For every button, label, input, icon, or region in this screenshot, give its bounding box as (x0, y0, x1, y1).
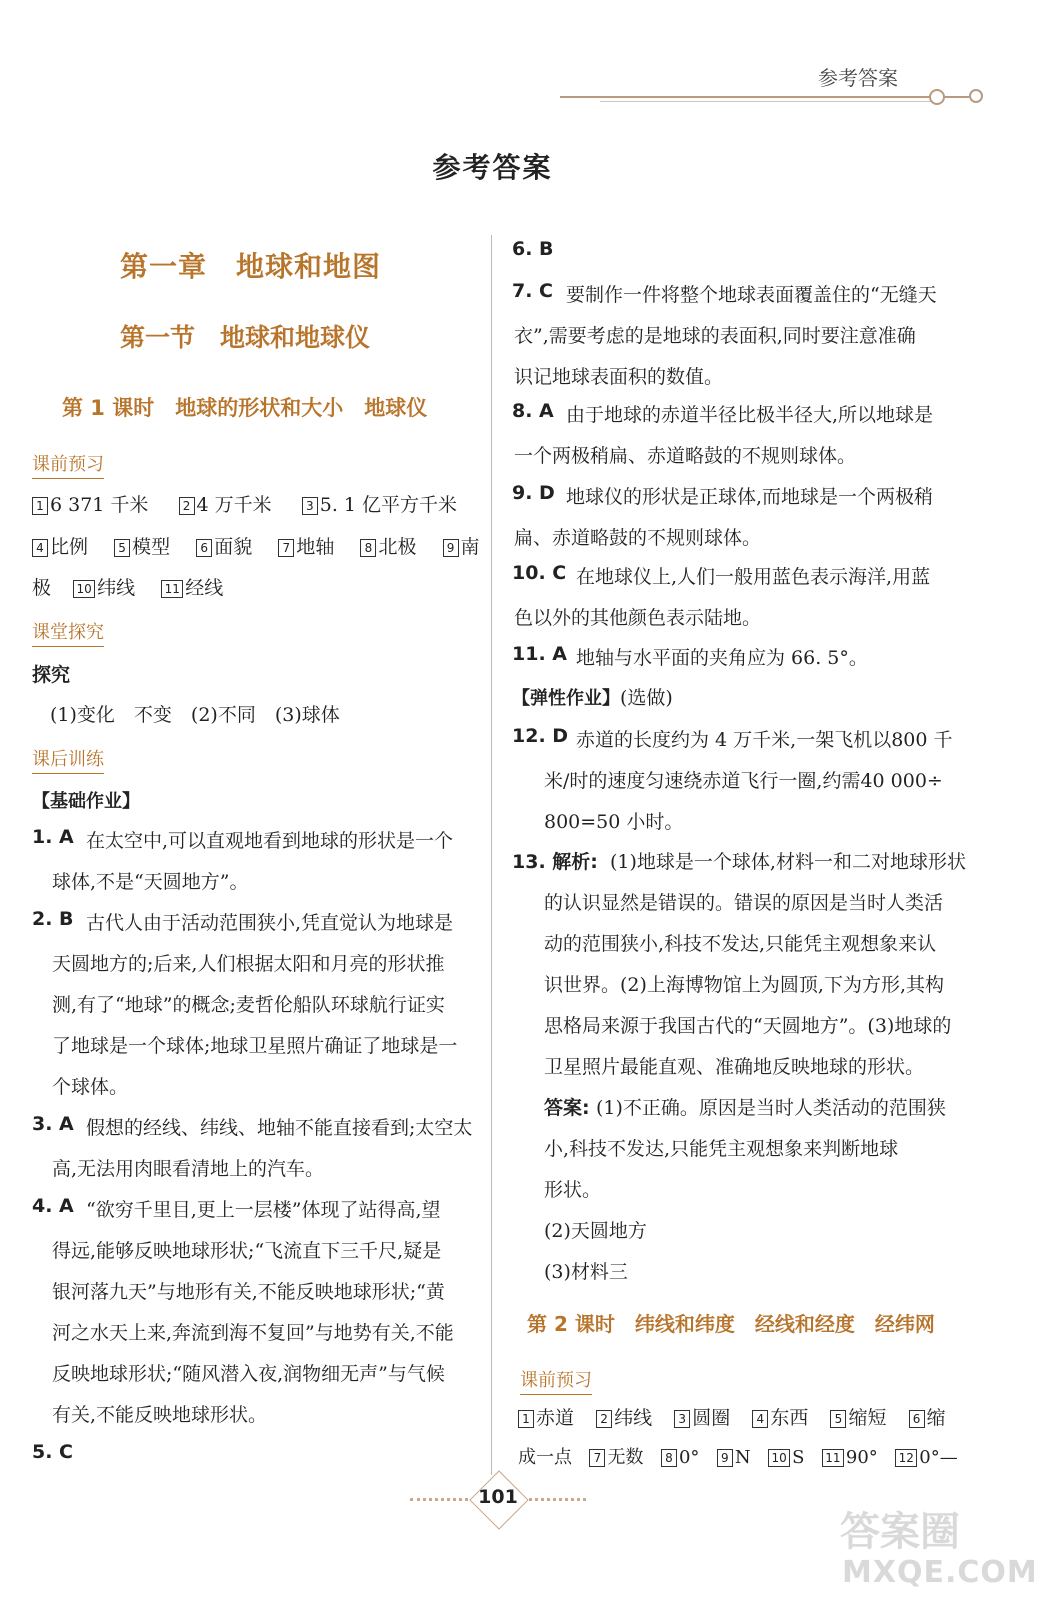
answer-number-box: 11 (161, 580, 183, 598)
answer-text: S (792, 1447, 805, 1468)
elastic-homework-label (512, 683, 673, 710)
answer-line: 一个两极稍扁、赤道略鼓的不规则球体。 (514, 445, 857, 467)
watermark-logo: 答案圈 (840, 1509, 960, 1555)
answer-line: 色以外的其他颜色表示陆地。 (514, 607, 762, 629)
answer-text: 地轴 (296, 536, 335, 558)
answer-text: 6 371 千米 (50, 494, 149, 516)
answer-label: 答案: (544, 1097, 590, 1119)
answer-line: 识世界。(2)上海博物馆上为圆顶,下为方形,其构 (544, 974, 944, 996)
pre-study-line (518, 1443, 958, 1469)
answer-text: 0° (678, 1447, 700, 1468)
answer-text: 模型 (132, 536, 171, 558)
answer-line: 得远,能够反映地球形状;“飞流直下三千尺,疑是 (52, 1240, 442, 1262)
answer-line: 有关,不能反映地球形状。 (52, 1404, 268, 1426)
footer-dots-left (410, 1498, 474, 1501)
chapter-heading: 第一章 地球和地图 (120, 250, 382, 283)
answer-number-box: 9 (443, 539, 459, 557)
answer-line: 要制作一件将整个地球表面覆盖住的“无缝天 (566, 284, 937, 306)
answer-line: 思格局来源于我国古代的“天圆地方”。(3)地球的 (544, 1015, 952, 1037)
answer-line: 银河落九天”与地形有关,不能反映地球形状;“黄 (52, 1281, 445, 1303)
page-title: 参考答案 (432, 151, 553, 184)
answer-text: 4 万千米 (196, 494, 272, 516)
header-circle-ornament (929, 89, 945, 105)
answer-text: 缩 (926, 1407, 946, 1429)
answer-text: 赤道 (536, 1407, 575, 1429)
page-number: 101 (478, 1486, 518, 1508)
question-number: 2. B (32, 908, 74, 930)
answer-number-box: 4 (32, 539, 48, 557)
answer-line: 扁、赤道略鼓的不规则球体。 (514, 527, 762, 549)
answer-text: 圆圈 (692, 1407, 731, 1429)
lesson-heading: 第 1 课时 地球的形状和大小 地球仪 (62, 396, 428, 420)
answer-number-box: 2 (596, 1410, 612, 1428)
answer-text: 北极 (378, 536, 417, 558)
answer-text: 缩短 (848, 1407, 887, 1429)
answer-text: 纬线 (97, 577, 136, 599)
answer-number-box: 2 (179, 497, 195, 515)
answer-line: 球体,不是“天圆地方”。 (52, 871, 249, 893)
pre-study-line (32, 490, 457, 517)
answer-text: 经线 (185, 577, 224, 599)
answer-line: 反映地球形状;“随风潜入夜,润物细无声”与气候 (52, 1363, 445, 1385)
answer-line: 古代人由于活动范围狭小,凭直觉认为地球是 (86, 912, 454, 934)
answer-line: 米/时的速度匀速绕赤道飞行一圈,约需40 000÷ (544, 770, 943, 792)
header-rule-end (945, 96, 969, 98)
elastic-note: (选做) (620, 687, 673, 709)
answer-text: 面貌 (214, 536, 253, 558)
question-number: 9. D (512, 482, 555, 504)
answer-text: 90° (845, 1447, 878, 1468)
answer-text: 东西 (770, 1407, 809, 1429)
footer-dots-right (522, 1498, 586, 1501)
answer-text: 5. 1 亿平方千米 (319, 494, 458, 516)
question-number: 1. A (32, 826, 74, 848)
answer-line: 个球体。 (52, 1076, 129, 1098)
pre-study-badge: 课前预习 (32, 450, 104, 479)
column-divider (491, 235, 492, 1475)
answer-text: N (734, 1447, 751, 1468)
answer-number-box: 6 (196, 539, 212, 557)
answer-line: (1)不正确。原因是当时人类活动的范围狭 (596, 1097, 946, 1119)
answer-number-box: 1 (518, 1410, 534, 1428)
answer-line: (2)天圆地方 (544, 1220, 647, 1242)
header-circle-ornament-small (969, 89, 983, 103)
question-number: 12. D (512, 725, 569, 747)
answer-line: 高,无法用肉眼看清地上的汽车。 (52, 1158, 325, 1180)
answer-line: 天圆地方的;后来,人们根据太阳和月亮的形状推 (52, 953, 445, 975)
pre-study-line (518, 1403, 946, 1430)
answer-text: 极 (32, 577, 52, 599)
answer-text: 南 (460, 536, 480, 558)
question-number: 13. 解析: (512, 851, 598, 873)
answer-number-box: 6 (909, 1410, 925, 1428)
answer-line: 卫星照片最能直观、准确地反映地球的形状。 (544, 1056, 925, 1078)
elastic-label: 【弹性作业】 (512, 688, 620, 709)
answer-line: 测,有了“地球”的概念;麦哲伦船队环球航行证实 (52, 994, 445, 1016)
question-number: 3. A (32, 1113, 74, 1135)
explore-answer: (1)变化 不变 (2)不同 (3)球体 (50, 704, 340, 726)
pre-study-line (32, 573, 223, 600)
answer-line: 的认识显然是错误的。错误的原因是当时人类活 (544, 892, 944, 914)
classroom-explore-badge: 课堂探究 (32, 618, 104, 647)
answer-number-box: 5 (114, 539, 130, 557)
answer-line: 赤道的长度约为 4 万千米,一架飞机以800 千 (576, 729, 953, 751)
question-number: 6. B (512, 238, 554, 260)
answer-number-box: 8 (360, 539, 376, 557)
answer-line: 由于地球的赤道半径比极半径大,所以地球是 (566, 404, 934, 426)
question-number: 4. A (32, 1195, 74, 1217)
answer-line: 小,科技不发达,只能凭主观想象来判断地球 (544, 1138, 899, 1160)
watermark-url: MXQE.COM (842, 1555, 1038, 1590)
answer-number-box: 11 (822, 1449, 844, 1467)
running-header: 参考答案 (818, 66, 898, 90)
question-number: 8. A (512, 400, 554, 422)
answer-line: (3)材料三 (544, 1261, 628, 1283)
answer-text: 比例 (50, 536, 89, 558)
answer-number-box: 10 (768, 1449, 790, 1467)
answer-number-box: 5 (830, 1410, 846, 1428)
answer-number-box: 12 (895, 1449, 917, 1467)
answer-line: 800=50 小时。 (544, 811, 684, 833)
answer-number-box: 4 (752, 1410, 768, 1428)
answer-line: 衣”,需要考虑的是地球的表面积,同时要注意准确 (514, 325, 916, 347)
answer-number-box: 7 (589, 1449, 605, 1467)
answer-number-box: 1 (32, 497, 48, 515)
after-class-badge: 课后训练 (32, 745, 104, 774)
lesson-heading: 第 2 课时 纬线和纬度 经线和经度 经纬网 (527, 1312, 935, 1336)
answer-number-box: 9 (717, 1449, 733, 1467)
question-number: 5. C (32, 1441, 73, 1463)
answer-line: “欲穷千里目,更上一层楼”体现了站得高,望 (86, 1199, 441, 1221)
basic-homework-label: 【基础作业】 (32, 791, 140, 812)
answer-text: 无数 (607, 1447, 644, 1468)
question-number: 10. C (512, 562, 567, 584)
answer-text: 纬线 (614, 1407, 653, 1429)
answer-line: 假想的经线、纬线、地轴不能直接看到;太空太 (86, 1117, 473, 1139)
header-rule-thin (600, 101, 935, 102)
answer-line: 动的范围狭小,科技不发达,只能凭主观想象来认 (544, 933, 937, 955)
answer-number-box: 8 (661, 1449, 677, 1467)
answer-number-box: 3 (302, 497, 318, 515)
question-number: 11. A (512, 643, 567, 665)
answer-text: 0°— (919, 1447, 958, 1468)
answer-line: 识记地球表面积的数值。 (514, 366, 724, 388)
answer-line: 地球仪的形状是正球体,而地球是一个两极稍 (566, 486, 934, 508)
answer-line: 了地球是一个球体;地球卫星照片确证了地球是一 (52, 1035, 458, 1057)
answer-line: 在太空中,可以直观地看到地球的形状是一个 (86, 830, 454, 852)
answer-number-box: 10 (73, 580, 95, 598)
pre-study-badge: 课前预习 (520, 1366, 592, 1395)
explore-title: 探究 (32, 664, 71, 686)
answer-text: 成一点 (518, 1447, 572, 1468)
pre-study-line (32, 532, 480, 559)
answer-line: 地轴与水平面的夹角应为 66. 5°。 (576, 647, 868, 669)
header-rule (560, 96, 935, 98)
answer-line: (1)地球是一个球体,材料一和二对地球形状 (610, 851, 966, 873)
answer-line: 河之水天上来,奔流到海不复回”与地势有关,不能 (52, 1322, 454, 1344)
answer-number-box: 3 (674, 1410, 690, 1428)
answer-number-box: 7 (278, 539, 294, 557)
section-heading: 第一节 地球和地球仪 (120, 323, 371, 352)
question-number: 7. C (512, 280, 553, 302)
answer-line: 形状。 (544, 1179, 602, 1201)
answer-line: 在地球仪上,人们一般用蓝色表示海洋,用蓝 (576, 566, 931, 588)
